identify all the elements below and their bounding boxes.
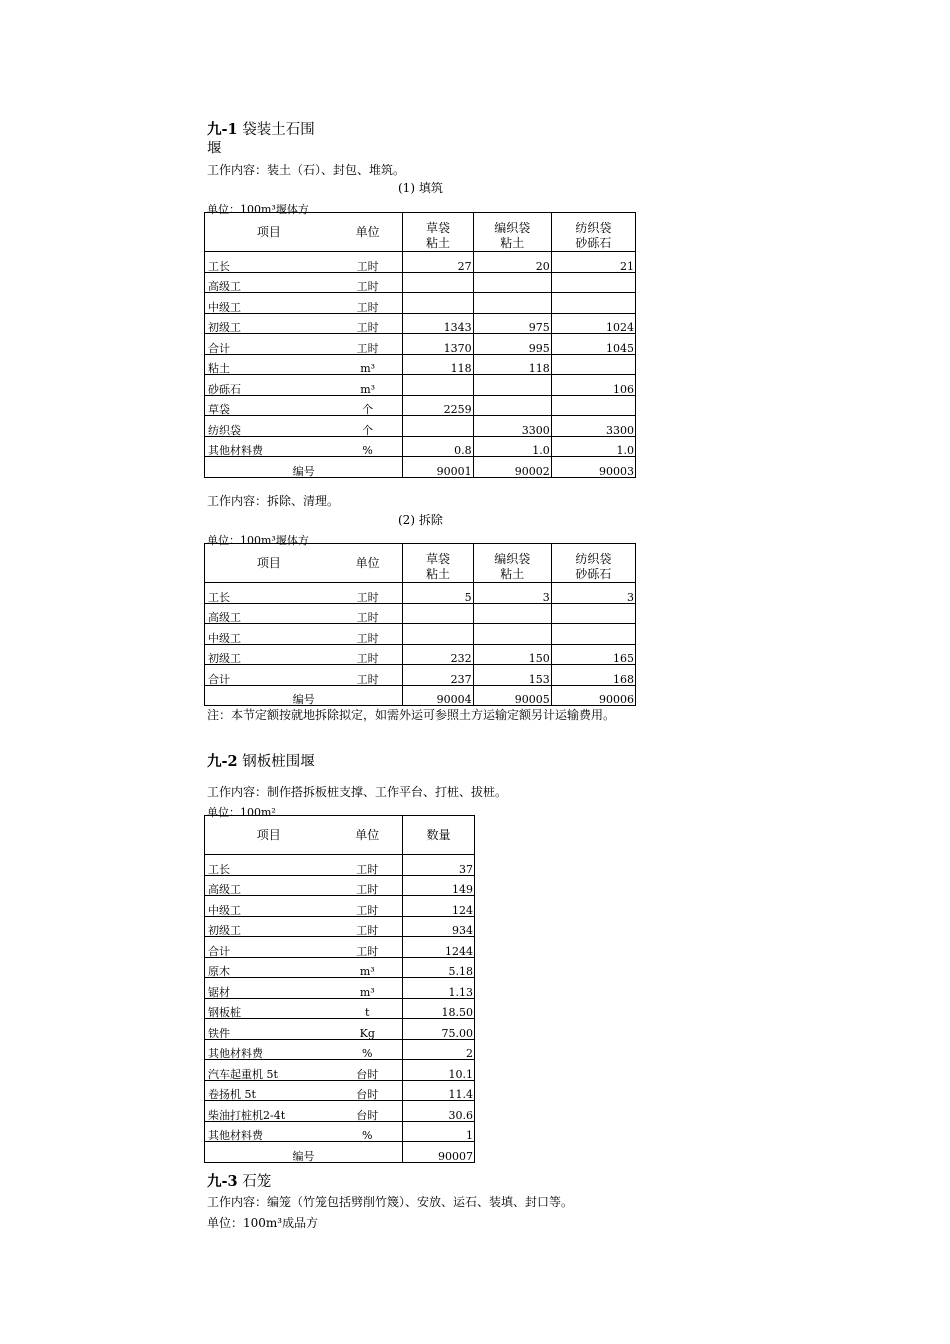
code-value: 90004 — [403, 685, 473, 706]
header-line: 粘土 — [500, 236, 525, 250]
cell-value — [403, 293, 473, 314]
cell-item: 中级工 — [205, 293, 333, 314]
cell-unit: 工时 — [333, 896, 403, 917]
unit-label-gabion: 单位：100m³成品方 — [207, 1216, 319, 1230]
cell-value — [403, 603, 473, 624]
cell-unit: 工时 — [333, 937, 403, 958]
cell-item: 工长 — [205, 252, 333, 273]
cell-item: 合计 — [205, 937, 333, 958]
code-row — [205, 457, 636, 478]
code-value: 90007 — [403, 1142, 475, 1163]
cell-item: 合计 — [205, 334, 333, 355]
cell-value: 1244 — [403, 937, 475, 958]
unit-label-sheetpile: 单位：100m² — [207, 806, 276, 819]
cell-item: 砂砾石 — [205, 375, 333, 396]
cell-item: 工长 — [205, 855, 333, 876]
cell-unit: % — [333, 1121, 403, 1142]
cell-value: 18.50 — [403, 998, 475, 1019]
table-row — [205, 354, 636, 375]
cell-item: 中级工 — [205, 624, 333, 645]
cell-item: 其他材料费 — [205, 1121, 333, 1142]
section-title-wrap: 堰 — [207, 141, 222, 157]
cell-value: 5.18 — [403, 957, 475, 978]
table-row — [205, 1121, 475, 1142]
table-row — [205, 1039, 475, 1060]
code-row — [205, 1142, 475, 1163]
header-line: 编织袋 — [494, 552, 531, 566]
col-header-straw-bag — [403, 544, 473, 583]
table-row — [205, 313, 636, 334]
col-header-quantity: 数量 — [403, 816, 475, 855]
cell-unit: 台时 — [333, 1101, 403, 1122]
cell-item: 原木 — [205, 957, 333, 978]
cell-value: 11.4 — [403, 1080, 475, 1101]
header-line: 草袋 — [426, 221, 451, 235]
col-header-item: 项目 — [205, 213, 333, 252]
cell-unit: 个 — [333, 416, 403, 437]
table-row — [205, 855, 475, 876]
col-header-item: 项目 — [205, 544, 333, 583]
table-row — [205, 665, 636, 686]
header-line: 编织袋 — [494, 221, 531, 235]
cell-value: 3 — [473, 583, 551, 604]
cell-unit: 台时 — [333, 1060, 403, 1081]
cell-value — [473, 395, 551, 416]
table-row — [205, 957, 475, 978]
cell-item: 柴油打桩机2-4t — [205, 1101, 333, 1122]
cell-unit: 工时 — [333, 603, 403, 624]
table-row — [205, 334, 636, 355]
cell-value: 1045 — [551, 334, 635, 355]
cell-item: 锯材 — [205, 978, 333, 999]
table-row — [205, 937, 475, 958]
table-row — [205, 1019, 475, 1040]
cell-value: 1 — [403, 1121, 475, 1142]
cell-unit: 工时 — [333, 334, 403, 355]
cell-item: 汽车起重机 5t — [205, 1060, 333, 1081]
col-header-item: 项目 — [205, 816, 333, 855]
cell-value: 0.8 — [403, 436, 473, 457]
table-row — [205, 395, 636, 416]
cell-value — [473, 603, 551, 624]
unit-label-fill: 单位：100m³堰体方 — [207, 203, 309, 216]
cell-value: 934 — [403, 916, 475, 937]
header-line: 粘土 — [500, 567, 525, 581]
cell-item: 卷扬机 5t — [205, 1080, 333, 1101]
cell-value: 118 — [403, 354, 473, 375]
cell-value: 149 — [403, 875, 475, 896]
cell-unit: 工时 — [333, 583, 403, 604]
table-row — [205, 644, 636, 665]
header-line: 粘土 — [426, 236, 451, 250]
cell-value: 2 — [403, 1039, 475, 1060]
table-row — [205, 916, 475, 937]
work-content-gabion: 工作内容：编笼（竹笼包括劈削竹篾）、安放、运石、装填、封口等。 — [207, 1195, 574, 1209]
cell-value: 27 — [403, 252, 473, 273]
col-header-unit: 单位 — [333, 213, 403, 252]
code-value: 90005 — [473, 685, 551, 706]
cell-value — [473, 272, 551, 293]
cell-unit: % — [333, 1039, 403, 1060]
cell-value: 3 — [551, 583, 635, 604]
cell-value: 5 — [403, 583, 473, 604]
cell-unit: 工时 — [333, 624, 403, 645]
cell-item: 工长 — [205, 583, 333, 604]
cell-item: 其他材料费 — [205, 1039, 333, 1060]
cell-unit: 工时 — [333, 916, 403, 937]
table-row — [205, 978, 475, 999]
cell-value — [403, 375, 473, 396]
cell-value: 2259 — [403, 395, 473, 416]
subtitle-fill: (1) 填筑 — [398, 181, 443, 195]
cell-value — [473, 375, 551, 396]
col-header-textile-bag — [551, 213, 635, 252]
cell-value — [403, 416, 473, 437]
code-value: 90003 — [551, 457, 635, 478]
table-row — [205, 252, 636, 273]
code-label: 编号 — [205, 685, 403, 706]
cell-value: 30.6 — [403, 1101, 475, 1122]
cell-item: 初级工 — [205, 313, 333, 334]
unit-label-remove: 单位：100m³堰体方 — [207, 534, 309, 547]
cell-value: 150 — [473, 644, 551, 665]
cell-unit: Kg — [333, 1019, 403, 1040]
table-row — [205, 293, 636, 314]
cell-value: 1.0 — [551, 436, 635, 457]
cell-unit: 工时 — [333, 644, 403, 665]
code-label: 编号 — [205, 1142, 403, 1163]
section-title-9-3: 九-3 石笼 — [207, 1173, 272, 1190]
table-row — [205, 624, 636, 645]
cell-unit: 工时 — [333, 313, 403, 334]
cell-value: 1.0 — [473, 436, 551, 457]
section-title-9-1: 九-1 袋装土石围 — [207, 121, 315, 138]
cell-value: 118 — [473, 354, 551, 375]
cell-unit: t — [333, 998, 403, 1019]
header-line: 纺织袋 — [575, 221, 612, 235]
code-value: 90002 — [473, 457, 551, 478]
table-row — [205, 1060, 475, 1081]
cell-value — [551, 603, 635, 624]
cell-value: 106 — [551, 375, 635, 396]
cell-value: 75.00 — [403, 1019, 475, 1040]
cell-value — [473, 293, 551, 314]
cell-unit: 工时 — [333, 272, 403, 293]
col-header-unit: 单位 — [333, 544, 403, 583]
code-row — [205, 685, 636, 706]
sheetpile-quota-table — [204, 815, 475, 1163]
table-row — [205, 1101, 475, 1122]
cell-value: 1370 — [403, 334, 473, 355]
code-value: 90001 — [403, 457, 473, 478]
cell-value — [473, 624, 551, 645]
col-header-woven-bag — [473, 544, 551, 583]
section-title-9-2: 九-2 钢板桩围堰 — [207, 753, 315, 770]
cell-value: 1343 — [403, 313, 473, 334]
cell-value: 10.1 — [403, 1060, 475, 1081]
cell-value: 21 — [551, 252, 635, 273]
cell-value: 3300 — [473, 416, 551, 437]
cell-value: 237 — [403, 665, 473, 686]
table-row — [205, 998, 475, 1019]
code-label: 编号 — [205, 457, 403, 478]
cell-item: 高级工 — [205, 603, 333, 624]
cell-value: 995 — [473, 334, 551, 355]
col-header-straw-bag — [403, 213, 473, 252]
cell-value: 20 — [473, 252, 551, 273]
table-row — [205, 436, 636, 457]
cell-unit: 工时 — [333, 293, 403, 314]
table-row — [205, 416, 636, 437]
work-content-fill: 工作内容：装土（石）、封包、堆筑。 — [207, 163, 406, 177]
cell-value — [551, 293, 635, 314]
header-line: 纺织袋 — [575, 552, 612, 566]
cell-unit: % — [333, 436, 403, 457]
cell-unit: 工时 — [333, 855, 403, 876]
cell-item: 合计 — [205, 665, 333, 686]
cell-value — [403, 272, 473, 293]
cell-value — [551, 272, 635, 293]
cell-value: 168 — [551, 665, 635, 686]
cell-value — [403, 624, 473, 645]
cell-unit: m³ — [333, 375, 403, 396]
cell-item: 中级工 — [205, 896, 333, 917]
work-content-sheetpile: 工作内容：制作搭拆板桩支撑、工作平台、打桩、拔桩。 — [207, 785, 508, 799]
cell-item: 钢板桩 — [205, 998, 333, 1019]
cell-unit: 工时 — [333, 252, 403, 273]
cell-value: 153 — [473, 665, 551, 686]
col-header-textile-bag — [551, 544, 635, 583]
cell-value: 3300 — [551, 416, 635, 437]
cell-unit: m³ — [333, 957, 403, 978]
table-row — [205, 896, 475, 917]
table-row — [205, 1080, 475, 1101]
cell-item: 纺织袋 — [205, 416, 333, 437]
cell-value: 232 — [403, 644, 473, 665]
cell-value: 1.13 — [403, 978, 475, 999]
header-line: 砂砾石 — [575, 567, 612, 581]
cell-value: 975 — [473, 313, 551, 334]
subtitle-remove: (2) 拆除 — [398, 513, 443, 527]
remove-quota-table — [204, 543, 636, 706]
header-line: 草袋 — [426, 552, 451, 566]
cell-unit: 个 — [333, 395, 403, 416]
cell-item: 高级工 — [205, 875, 333, 896]
cell-unit: m³ — [333, 978, 403, 999]
cell-value — [551, 395, 635, 416]
fill-quota-table — [204, 212, 636, 478]
table-row — [205, 272, 636, 293]
cell-item: 铁件 — [205, 1019, 333, 1040]
cell-item: 初级工 — [205, 644, 333, 665]
cell-value — [551, 624, 635, 645]
cell-unit: 工时 — [333, 665, 403, 686]
cell-value: 165 — [551, 644, 635, 665]
table-row — [205, 603, 636, 624]
cell-item: 草袋 — [205, 395, 333, 416]
table-row — [205, 375, 636, 396]
cell-unit: 工时 — [333, 875, 403, 896]
cell-item: 初级工 — [205, 916, 333, 937]
cell-item: 其他材料费 — [205, 436, 333, 457]
cell-item: 粘土 — [205, 354, 333, 375]
cell-value: 1024 — [551, 313, 635, 334]
note: 注：本节定额按就地拆除拟定，如需外运可参照土方运输定额另计运输费用。 — [207, 708, 616, 722]
cell-unit: m³ — [333, 354, 403, 375]
table-row — [205, 875, 475, 896]
cell-value: 37 — [403, 855, 475, 876]
cell-unit: 台时 — [333, 1080, 403, 1101]
cell-item: 高级工 — [205, 272, 333, 293]
header-line: 砂砾石 — [575, 236, 612, 250]
cell-value — [551, 354, 635, 375]
col-header-unit: 单位 — [333, 816, 403, 855]
code-value: 90006 — [551, 685, 635, 706]
cell-value: 124 — [403, 896, 475, 917]
table-row — [205, 583, 636, 604]
header-line: 粘土 — [426, 567, 451, 581]
work-content-remove: 工作内容：拆除、清理。 — [207, 494, 340, 508]
col-header-woven-bag — [473, 213, 551, 252]
